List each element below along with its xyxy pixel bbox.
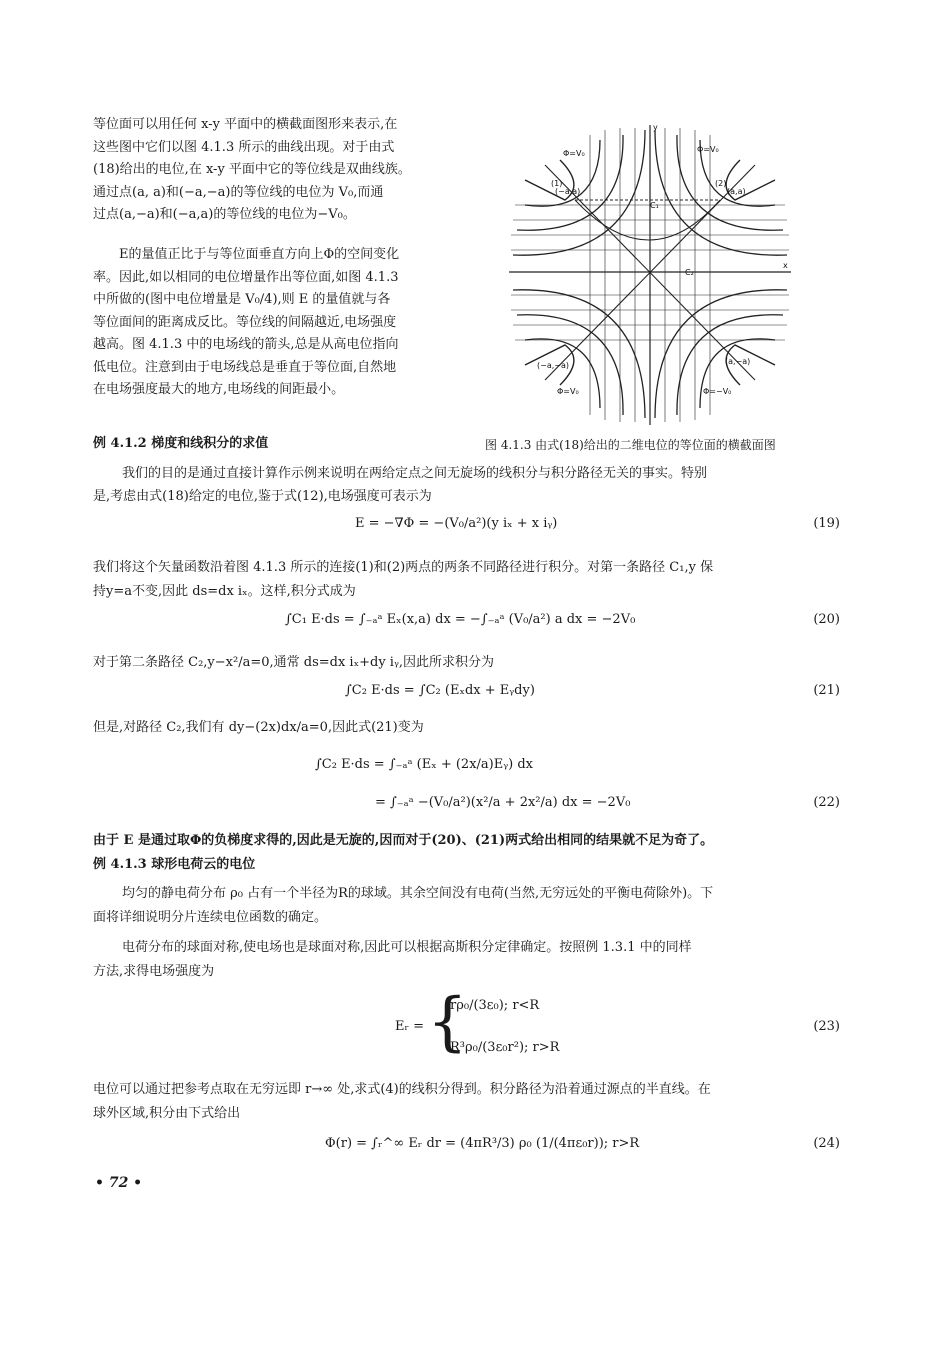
figure-caption: 图 4.1.3 由式(18)给出的二维电位的等位面的横截面图 bbox=[485, 438, 776, 452]
equation-19: E = −∇Φ = −(V₀/a²)(y iₓ + x iᵧ) bbox=[355, 516, 558, 531]
example-413-heading: 例 4.1.3 球形电荷云的电位 bbox=[93, 857, 256, 872]
text-line: 电位可以通过把参考点取在无穷远即 r→∞ 处,求式(4)的线积分得到。积分路径为沿着通过源点的半直线。在 bbox=[93, 1082, 711, 1097]
text-line: 面将详细说明分片连续电位函数的确定。 bbox=[93, 910, 328, 925]
label-phi-tr: Φ=V₀ bbox=[697, 145, 719, 154]
equation-20: ∫C₁ E·ds = ∫₋ₐᵃ Eₓ(x,a) dx = −∫₋ₐᵃ (V₀/a²) a dx = −2V₀ bbox=[285, 612, 636, 627]
label-phi-bl: Φ=V₀ bbox=[557, 387, 579, 396]
text-line: 在电场强度最大的地方,电场线的间距最小。 bbox=[93, 382, 345, 397]
page-number: • 72 • bbox=[95, 1175, 143, 1191]
label-point-1: (1) bbox=[551, 179, 563, 188]
equation-21: ∫C₂ E·ds = ∫C₂ (Eₓdx + Eᵧdy) bbox=[345, 683, 535, 698]
equation-22b: = ∫₋ₐᵃ −(V₀/a²)(x²/a + 2x²/a) dx = −2V₀ bbox=[375, 795, 631, 810]
text-line: 球外区域,积分由下式给出 bbox=[93, 1106, 241, 1121]
text-line: 低电位。注意到由于电场线总是垂直于等位面,自然地 bbox=[93, 359, 397, 375]
text-line: 方法,求得电场强度为 bbox=[93, 964, 215, 979]
label-pt-tr: (a,a) bbox=[727, 187, 746, 196]
text-line: 电荷分布的球面对称,使电场也是球面对称,因此可以根据高斯积分定律确定。按照例 1.3.1 中的同样 bbox=[122, 940, 692, 955]
label-c1: C₁ bbox=[650, 201, 659, 210]
equation-number: (19) bbox=[813, 516, 840, 531]
text-line: (18)给出的电位,在 x-y 平面中它的等位线是双曲线族。 bbox=[93, 162, 411, 177]
label-x: x bbox=[783, 261, 788, 270]
label-phi-br: Φ=−V₀ bbox=[703, 387, 732, 396]
text-line: 这些图中它们以图 4.1.3 所示的曲线出现。对于由式 bbox=[93, 139, 395, 155]
equation-22a: ∫C₂ E·ds = ∫₋ₐᵃ (Eₓ + (2x/a)Eᵧ) dx bbox=[315, 757, 533, 772]
text-line: 越高。图 4.1.3 中的电场线的箭头,总是从高电位指向 bbox=[93, 337, 399, 352]
text-line: 我们的目的是通过直接计算作示例来说明在两给定点之间无旋场的线积分与积分路径无关的事实。特别 bbox=[122, 466, 708, 481]
text-line: 率。因此,如以相同的电位增量作出等位面,如图 4.1.3 bbox=[93, 269, 399, 285]
paragraph-field-magnitude bbox=[93, 244, 465, 402]
text-line: E的量值正比于与等位面垂直方向上Φ的空间变化 bbox=[119, 247, 400, 262]
equation-23-brace: { bbox=[427, 985, 468, 1059]
example-412-heading: 例 4.1.2 梯度和线积分的求值 bbox=[93, 436, 269, 451]
label-pt-tl: (−a,a) bbox=[555, 187, 581, 196]
label-pt-bl: (−a,−a) bbox=[537, 361, 569, 370]
equation-23-lhs: Eᵣ = bbox=[395, 1019, 425, 1034]
equation-number: (21) bbox=[813, 683, 840, 698]
text-line: 均匀的静电荷分布 ρ₀ 占有一个半径为R的球域。其余空间没有电荷(当然,无穷远处的平衡电荷除外)。下 bbox=[122, 886, 714, 901]
text-line: 通过点(a, a)和(−a,−a)的等位线的电位为 V₀,而通 bbox=[93, 184, 384, 200]
text-line: 等位面可以用任何 x-y 平面中的横截面图形来表示,在 bbox=[93, 117, 398, 132]
text-line: 过点(a,−a)和(−a,a)的等位线的电位为−V₀。 bbox=[93, 207, 356, 222]
equipotential-figure bbox=[505, 120, 795, 430]
equation-number: (22) bbox=[813, 795, 840, 810]
equation-23-case1: rρ₀/(3ε₀); r<R bbox=[450, 998, 540, 1013]
label-point-2: (2) bbox=[715, 179, 727, 188]
equation-23-case2: R³ρ₀/(3ε₀r²); r>R bbox=[450, 1040, 560, 1055]
text-line: 对于第二条路径 C₂,y−x²/a=0,通常 ds=dx iₓ+dy iᵧ,因此所求积分为 bbox=[93, 655, 494, 670]
text-line: 中所做的(图中电位增量是 V₀/4),则 E 的量值就与各 bbox=[93, 292, 391, 307]
equation-number: (24) bbox=[813, 1136, 840, 1151]
label-phi-tl: Φ=V₀ bbox=[563, 149, 585, 158]
equation-number: (20) bbox=[813, 612, 840, 627]
label-c2: C₂ bbox=[685, 268, 694, 277]
label-y: y bbox=[653, 123, 658, 132]
text-line: 我们将这个矢量函数沿着图 4.1.3 所示的连接(1)和(2)两点的两条不同路径进行积分。对第一条路径 C₁,y 保 bbox=[93, 560, 714, 575]
text-line: 持y=a不变,因此 ds=dx iₓ。这样,积分式成为 bbox=[93, 584, 356, 599]
label-pt-br: (a,−a) bbox=[725, 357, 751, 366]
text-line: 由于 E 是通过取Φ的负梯度求得的,因此是无旋的,因而对于(20)、(21)两式给出相同的结果就不足为奇了。 bbox=[93, 833, 714, 848]
text-line: 是,考虑由式(18)给定的电位,鉴于式(12),电场强度可表示为 bbox=[93, 489, 432, 504]
text-line: 等位面间的距离成反比。等位线的间隔越近,电场强度 bbox=[93, 314, 397, 330]
equation-number: (23) bbox=[813, 1019, 840, 1034]
text-line: 但是,对路径 C₂,我们有 dy−(2x)dx/a=0,因此式(21)变为 bbox=[93, 720, 424, 735]
paragraph-equipotential bbox=[93, 114, 465, 227]
equation-24: Φ(r) = ∫ᵣ^∞ Eᵣ dr = (4πR³/3) ρ₀ (1/(4πε₀r)); r>R bbox=[325, 1136, 640, 1151]
